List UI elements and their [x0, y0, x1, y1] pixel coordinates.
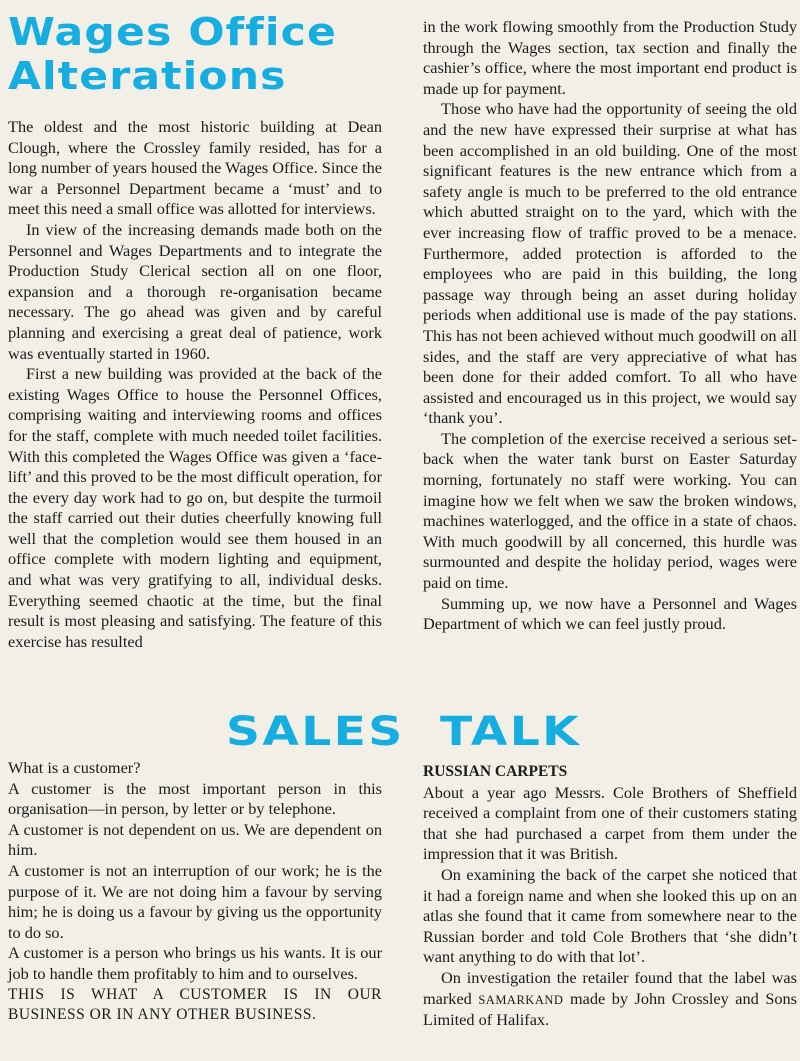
customer-closing-statement: THIS IS WHAT A CUSTOMER IS IN OUR BUSINESS OR IN ANY OTHER BUSINESS. — [8, 985, 382, 1024]
article-paragraph: The completion of the exercise received a serious set-back when the water tank burst on Easter Saturday morning, fortunately no staff were working. You can imagine how we felt when we saw the broken windows, machines waterlogged, and the office in a state of chaos. With much goodwill by all concerned, this hurdle was surmounted and despite the holiday period, wages were paid on time. — [423, 428, 797, 593]
article-paragraph: Summing up, we now have a Personnel and Wages Department of which we can feel justly proud. — [423, 593, 797, 634]
sales-talk-headline: SALES TALK — [226, 709, 582, 755]
article-paragraph: in the work flowing smoothly from the Production Study through the Wages section, tax section and finally the cashier’s office, where the most important end product is made up for payment. — [423, 17, 797, 98]
customer-paragraph: A customer is the most important person in this organisation—in person, by letter or by telephone. — [8, 778, 382, 819]
carpet-paragraph: About a year ago Messrs. Cole Brothers of Sheffield received a complaint from one of their customers stating that she had purchased a carpet from them under the impression that it was British. — [423, 782, 797, 864]
article-paragraph: The oldest and the most historic building at Dean Clough, where the Crossley family resided, has for a long number of years housed the Wages Office. Since the war a Personnel Department became a ‘must’ and to meet this need a small office was allotted for interviews. — [8, 117, 382, 219]
article-paragraph: Those who have had the opportunity of seeing the old and the new have expressed their surprise at what has been accomplished in an old building. One of the most significant features is the new entrance which from a safety angle is much to be preferred to the old entrance which abutted straight on to the yard, which with the ever increasing flow of traffic proved to be a menace. Furthermore, added protection is afforded to the employees who are paid in this building, the long passage way through being an asset during holiday periods when additional use is made of the pay stations. This has not been achieved without much goodwill on all sides, and the staff are very appreciative of what has been done for their added comfort. To all who have assisted and encouraged us in this project, we would say ‘thank you’. — [423, 99, 797, 428]
customer-paragraph: A customer is not an interruption of our work; he is the purpose of it. We are not doing him a favour by serving him; he is doing us a favour by giving us the opportunity to do so. — [8, 860, 382, 942]
wages-article-column-1 — [8, 117, 382, 652]
headline-line-2: Alterations — [8, 54, 287, 98]
samarkand-label: SAMARKAND — [478, 992, 564, 1007]
article-paragraph: First a new building was provided at the back of the existing Wages Office to house the Personnel Offices, comprising waiting and interviewing rooms and offices for the staff, complete with much needed toilet facilities. With this completed the Wages Office was given a ‘face-lift’ and this proved to be the most difficult operation, for the every day work had to go on, but despite the turmoil the staff carried out their duties cheerfully knowing full well that the completion would see them housed in an office complete with modern lighting and equipment, and what was very gratifying to all, individual desks. Everything seemed chaotic at the time, but the final result is most pleasing and satisfying. The feature of this exercise has resulted — [8, 364, 382, 651]
headline-line-1: Wages Office — [8, 10, 337, 54]
carpet-paragraph: On examining the back of the carpet she noticed that it had a foreign name and when she looked this up on an atlas she found that it came from somewhere near to the Russian border and told Cole Brothers that ‘she didn’t want anything to do with that lot’. — [423, 864, 797, 967]
sales-talk-column-1 — [8, 758, 382, 1026]
carpet-text: made by John Crossley and Sons Limited of Halifax. — [423, 988, 797, 1030]
carpet-paragraph — [423, 968, 797, 1031]
customer-paragraph: A customer is not dependent on us. We are dependent on him. — [8, 819, 382, 860]
carpet-text: On investigation the retailer found that the label was marked — [423, 967, 797, 1008]
russian-carpets-subheading: RUSSIAN CARPETS — [423, 763, 568, 780]
sales-talk-column-2 — [423, 762, 797, 1031]
customer-paragraph: What is a customer? — [8, 758, 141, 777]
article-paragraph: In view of the increasing demands made both on the Personnel and Wages Departments and to integrate the Production Study Clerical section all on one floor, expansion and a thorough re-organisation became necessary. The go ahead was given and by careful planning and exercising a great deal of patience, work was eventually started in 1960. — [8, 219, 382, 363]
customer-paragraph: A customer is a person who brings us his wants. It is our job to handle them profitably to him and to ourselves. — [8, 943, 382, 983]
wages-office-headline — [8, 10, 456, 98]
wages-article-column-2 — [423, 17, 797, 635]
